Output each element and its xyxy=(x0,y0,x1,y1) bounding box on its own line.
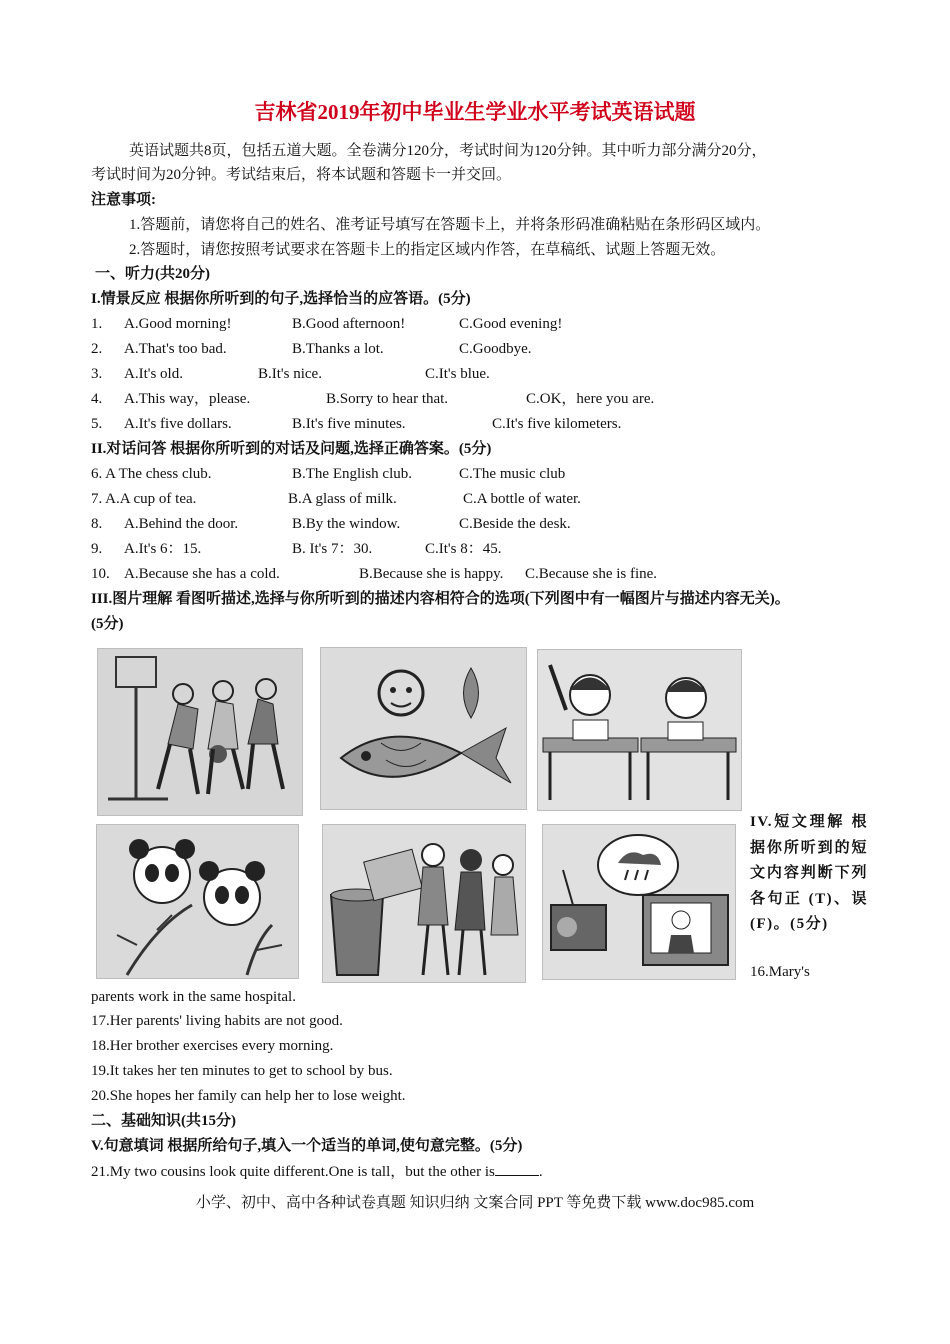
question-number: 5. xyxy=(91,416,103,432)
option-b: B.Sorry to hear that. xyxy=(326,391,449,407)
question-19: 19.It takes her ten minutes to get to school by bus. xyxy=(91,1063,393,1079)
option-c: C.Good evening! xyxy=(459,316,563,332)
option-a: A.That's too bad. xyxy=(124,341,227,357)
papercut-fish-picture xyxy=(320,647,527,810)
question-21-text: 21.My two cousins look quite different.One is tall，but the other is xyxy=(91,1164,495,1180)
intro-line-1: 英语试题共8页，包括五道大题。全卷满分120分，考试时间为120分钟。其中听力部分满分20分， xyxy=(129,143,767,159)
question-2 xyxy=(91,339,891,359)
page-footer: 小学、初中、高中各种试卷真题 知识归纳 文案合同 PPT 等免费下载 www.doc985.com xyxy=(195,1195,755,1211)
option-a: A.It's old. xyxy=(124,366,183,382)
question-5 xyxy=(91,414,891,434)
section-3-score: (5分) xyxy=(91,616,124,632)
question-9 xyxy=(91,539,891,559)
question-number: 10. xyxy=(91,566,110,582)
page-title: 吉林省2019年初中毕业生学业水平考试英语试题 xyxy=(254,100,696,124)
option-a: 6. A The chess club. xyxy=(91,466,212,482)
section-1-heading: I.情景反应 根据你所听到的句子,选择恰当的应答语。(5分) xyxy=(91,291,471,307)
option-a: 7. A.A cup of tea. xyxy=(91,491,197,507)
question-number: 2. xyxy=(91,341,103,357)
question-20: 20.She hopes her family can help her to lose weight. xyxy=(91,1088,406,1104)
option-b: B.Good afternoon! xyxy=(292,316,406,332)
answer-blank xyxy=(495,1161,539,1176)
pandas-picture xyxy=(96,824,299,979)
option-c: C.It's blue. xyxy=(425,366,490,382)
classroom-picture xyxy=(537,649,742,811)
option-a: A.Because she has a cold. xyxy=(124,566,280,582)
part-1-heading: 一、听力(共20分) xyxy=(95,266,210,282)
option-b: B.A glass of milk. xyxy=(288,491,397,507)
option-c: C.OK，here you are. xyxy=(526,391,655,407)
notice-item-1: 1.答题前，请您将自己的姓名、准考证号填写在答题卡上，并将条形码准确粘贴在条形码区域内。 xyxy=(129,217,771,233)
option-a: A.It's five dollars. xyxy=(124,416,232,432)
question-16-start: 16.Mary's xyxy=(750,964,810,980)
option-c: C.It's 8：45. xyxy=(425,541,502,557)
question-7 xyxy=(91,489,891,509)
question-number: 8. xyxy=(91,516,103,532)
question-16-end: parents work in the same hospital. xyxy=(91,989,296,1005)
option-b: B.Thanks a lot. xyxy=(292,341,384,357)
notice-heading: 注意事项: xyxy=(91,192,156,208)
question-1 xyxy=(91,314,891,334)
section-5-heading: V.句意填词 根据所给句子,填入一个适当的单词,使句意完整。(5分) xyxy=(91,1138,523,1154)
sale-shoppers-picture xyxy=(322,824,526,983)
option-c: C.Because she is fine. xyxy=(525,566,658,582)
option-a: A.It's 6：15. xyxy=(124,541,202,557)
question-number: 9. xyxy=(91,541,103,557)
option-c: C.A bottle of water. xyxy=(463,491,581,507)
question-3 xyxy=(91,364,891,384)
option-c: C.Goodbye. xyxy=(459,341,532,357)
part-2-heading: 二、基础知识(共15分) xyxy=(91,1113,236,1129)
question-number: 1. xyxy=(91,316,103,332)
question-number: 4. xyxy=(91,391,103,407)
question-6 xyxy=(91,464,891,484)
option-b: B.It's nice. xyxy=(258,366,322,382)
basketball-picture xyxy=(97,648,303,816)
option-b: B.It's five minutes. xyxy=(292,416,406,432)
question-4 xyxy=(91,389,891,409)
option-b: B.By the window. xyxy=(292,516,401,532)
question-8 xyxy=(91,514,891,534)
question-18: 18.Her brother exercises every morning. xyxy=(91,1038,334,1054)
option-b: B. It's 7：30. xyxy=(292,541,373,557)
section-2-heading: II.对话问答 根据你所听到的对话及问题,选择正确答案。(5分) xyxy=(91,441,492,457)
section-4-heading: IV.短文理解 根据你所听到的短文内容判断下列各句正 (T)、误(F)。(5分) xyxy=(750,814,868,932)
option-c: C.Beside the desk. xyxy=(459,516,571,532)
question-17: 17.Her parents' living habits are not good. xyxy=(91,1013,343,1029)
option-b: B.Because she is happy. xyxy=(359,566,504,582)
option-c: C.The music club xyxy=(459,466,566,482)
question-number: 3. xyxy=(91,366,103,382)
notice-item-2: 2.答题时，请您按照考试要求在答题卡上的指定区域内作答，在草稿纸、试题上答题无效。 xyxy=(129,242,726,258)
option-c: C.It's five kilometers. xyxy=(492,416,622,432)
option-a: A.Behind the door. xyxy=(124,516,239,532)
intro-line-2: 考试时间为20分钟。考试结束后，将本试题和答题卡一并交回。 xyxy=(91,167,512,183)
section-3-heading: III.图片理解 看图听描述,选择与你所听到的描述内容相符合的选项(下列图中有一幅图片与描述内容无关)。 xyxy=(91,591,790,607)
radio-tv-weather-picture xyxy=(542,824,736,980)
option-b: B.The English club. xyxy=(292,466,412,482)
option-a: A.Good morning! xyxy=(124,316,232,332)
question-10 xyxy=(91,564,891,584)
option-a: A.This way，please. xyxy=(124,391,251,407)
question-21: 21.My two cousins look quite different.One is tall，but the other is . xyxy=(91,1161,543,1182)
